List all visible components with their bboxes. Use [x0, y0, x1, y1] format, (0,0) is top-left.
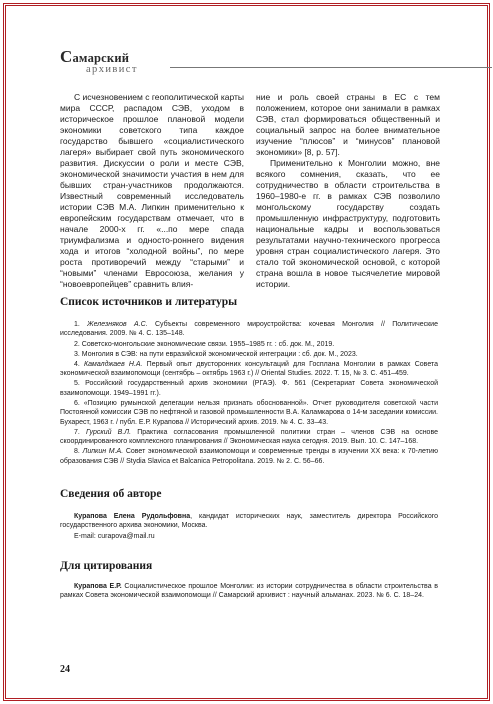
- paragraph: Применительно к Монголии можно, вне всякого сомнения, сказать, что ее сотрудничество в области строительства в 1960–1980-е гг. в рамках СЭВ позволило монгольскому государству создать промышленную инфраструктуру, подготовить национальные кадры и воспользоваться результатами научно-технического прогресса уровня стран социалистического лагеря. Это стало той экономической основой, с которой страна вошла в новое тысячелетие мировой истории.: [256, 158, 440, 289]
- citation-text: Курапова Е.Р. Социалистическое прошлое Монголии: из истории сотрудничества в области строительства в рамках Совета экономической взаимопомощи // Самарский архивист : научный альманах. 2023. № 6. С. 18–24.: [60, 583, 438, 600]
- author-details: Курапова Елена Рудольфовна, кандидат исторических наук, заместитель директора Российского государственного архива экономики, Москва.: [60, 513, 438, 530]
- reference-item: 5. Российский государственный архив экономики (РГАЭ). Ф. 561 (Секретариат Совета экономической взаимопомощи. 1949–1991 гг.).: [60, 380, 439, 397]
- right-column: [256, 92, 440, 290]
- reference-item: 4. Камалджаев Н.А. Первый опыт двусторонних консультаций для Госплана Монголии в рамках Совета экономической взаимопомощи (сентябрь – октябрь 1963 г.) // Oriental Studies. 2022. Т. 15, № 3. С. 451–459.: [60, 360, 438, 378]
- references-title: Список источников и литературы: [60, 296, 238, 308]
- logo-subtitle: архивист: [86, 64, 138, 75]
- reference-item: 7. Гурский В.Л. Практика согласования промышленной политики стран – членов СЭВ на основе скоординированного комплексного планирования // Экономическая наука сегодня. 2019. Вып. 10. С. 147–168.: [60, 428, 438, 445]
- author-info-title: Сведения об авторе: [60, 488, 162, 500]
- author-name: Курапова Елена Рудольфовна: [74, 513, 191, 520]
- reference-item: 6. «Позицию румынской делегации нельзя признать обоснованной». Отчет руководителя советской части Постоянной комиссии СЭВ по нефтяной и газовой промышленности В.А. Каламкарова о 14-м заседании комиссии. Бухарест, 1963 г. / публ. Е.Р. Курапова // Исторический архив. 2019. № 4. С. 33–43.: [60, 399, 438, 426]
- reference-item: 1. Железняков А.С. Субъекты современного мироустройства: кочевая Монголия // Политические исследования. 2009. № 4. С. 135–148.: [60, 321, 438, 338]
- author-email: E-mail: curapova@mail.ru: [74, 532, 155, 540]
- reference-item: 8. Липкин М.А. Совет экономической взаимопомощи и современные тренды в изучении XX века: к 70-летию образования СЭВ // Stydia Slavica et Balcanica Petropolitana. 2019. № 2. С. 56–66.: [60, 448, 438, 465]
- reference-item: 3. Монголия в СЭВ: на пути евразийской экономической интеграции : сб. док. М., 2023.: [74, 350, 358, 358]
- citation-title: Для цитирования: [60, 560, 153, 572]
- author-info: [60, 512, 438, 541]
- header-rule: [170, 67, 492, 68]
- left-column: [60, 92, 244, 290]
- reference-item: 2. Советско-монгольские экономические связи. 1955–1985 гг. : сб. док. М., 2019.: [74, 340, 335, 348]
- paragraph: С исчезновением с геополитической карты мира СССР, распадом СЭВ, уходом в историческое прошлое плановой модели экономики советского типа каждое государство бывшего «социалистического лагеря» выбирает свой путь экономического развития. Дискуссии о роли и месте СЭВ, экономической значимости участия в нем для бывших стран-участников продолжаются. Известный современный исследователь истории СЭВ М.А. Липкин применительно к европейским государствам отмечает, что в начале 2000-х гг. «...по мере спада триумфализма и односто-роннего видения хода и итогов “холодной войны”, по мере роста противоречий между “старыми” и “новыми” членами Евросоюза, желания у “новоевропейцев” сравнить влия-: [60, 92, 244, 289]
- paragraph: ние и роль своей страны в ЕС с тем положением, которое они занимали в рамках СЭВ, стал формироваться общественный и социальный запрос на более внимательное изучение “плюсов” и “минусов” плановой экономики» [8, р. 57].: [256, 92, 440, 157]
- citation-author: Курапова Е.Р.: [74, 583, 122, 590]
- journal-logo: [60, 47, 138, 76]
- references-list: [60, 320, 438, 467]
- logo-title: Самарский: [60, 47, 130, 66]
- page-number: 24: [60, 664, 70, 675]
